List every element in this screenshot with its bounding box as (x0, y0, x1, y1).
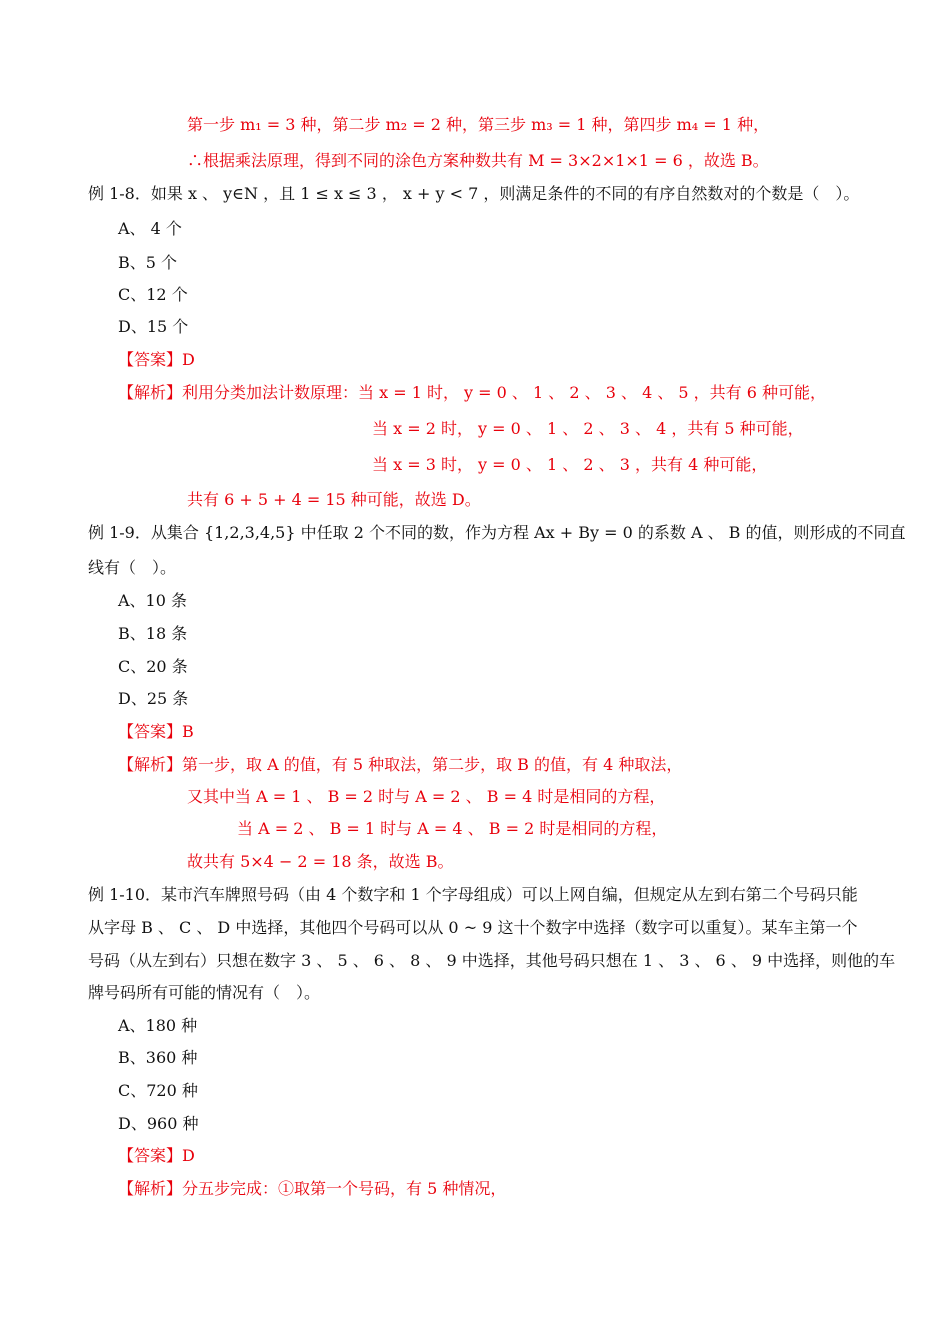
analysis-line-2: 又其中当 A = 1 、 B = 2 时与 A = 2 、 B = 4 时是相同的方程， (187, 787, 666, 806)
question-stem-line-2: 线有（ ）。 (88, 558, 177, 577)
answer: 【答案】D (118, 1146, 195, 1165)
question-stem-line-1: 例 1-9．从集合 {1,2,3,4,5} 中任取 2 个不同的数，作为方程 Ax + By = 0 的系数 A 、 B 的值，则形成的不同直 (88, 523, 906, 542)
prev-solution-line-1: 第一步 m₁ = 3 种，第二步 m₂ = 2 种，第三步 m₃ = 1 种，第四步 m₄ = 1 种， (187, 115, 770, 134)
option-b: B、360 种 (118, 1048, 198, 1067)
prev-solution-line-2: ∴根据乘法原理，得到不同的涂色方案种数共有 M = 3×2×1×1 = 6 ，故选 B。 (187, 151, 769, 170)
question-stem-line-3: 号码（从左到右）只想在数字 3 、 5 、 6 、 8 、 9 中选择，其他号码只想在 1 、 3 、 6 、 9 中选择，则他的车 (88, 951, 896, 970)
option-b: B、18 条 (118, 624, 188, 643)
analysis-line-3: 当 A = 2 、 B = 1 时与 A = 4 、 B = 2 时是相同的方程， (237, 819, 668, 838)
analysis-line-1: 【解析】第一步，取 A 的值，有 5 种取法，第二步，取 B 的值，有 4 种取法， (118, 755, 683, 774)
question-stem: 例 1-8．如果 x 、 y∈N ，且 1 ≤ x ≤ 3 ， x + y < 7 ，则满足条件的不同的有序自然数对的个数是（ ）。 (88, 184, 860, 203)
option-c: C、12 个 (118, 285, 188, 304)
question-stem-line-4: 牌号码所有可能的情况有（ ）。 (88, 983, 321, 1002)
analysis-line-4: 故共有 5×4 − 2 = 18 条，故选 B。 (187, 852, 454, 871)
analysis-line-1: 【解析】分五步完成：①取第一个号码，有 5 种情况， (118, 1179, 507, 1198)
option-d: D、15 个 (118, 317, 189, 336)
analysis-line-3: 当 x = 3 时， y = 0 、 1 、 2 、 3 ，共有 4 种可能， (372, 455, 768, 474)
option-d: D、960 种 (118, 1114, 199, 1133)
option-a: A、10 条 (118, 591, 188, 610)
question-stem-line-1: 例 1-10．某市汽车牌照号码（由 4 个数字和 1 个字母组成）可以上网自编，但规定从左到右第二个号码只能 (88, 885, 858, 904)
option-b: B、5 个 (118, 253, 178, 272)
analysis-line-1: 【解析】利用分类加法计数原理：当 x = 1 时， y = 0 、 1 、 2 、 3 、 4 、 5 ，共有 6 种可能， (118, 383, 827, 402)
option-a: A、180 种 (118, 1016, 198, 1035)
analysis-line-2: 当 x = 2 时， y = 0 、 1 、 2 、 3 、 4 ，共有 5 种可能， (372, 419, 804, 438)
answer: 【答案】D (118, 350, 195, 369)
question-stem-line-2: 从字母 B 、 C 、 D 中选择，其他四个号码可以从 0 ~ 9 这十个数字中选择（数字可以重复）。某车主第一个 (88, 918, 858, 937)
analysis-line-4: 共有 6 + 5 + 4 = 15 种可能，故选 D。 (187, 490, 481, 509)
option-a: A、 4 个 (118, 219, 182, 238)
option-c: C、20 条 (118, 657, 188, 676)
option-d: D、25 条 (118, 689, 189, 708)
answer: 【答案】B (118, 722, 194, 741)
option-c: C、720 种 (118, 1081, 198, 1100)
